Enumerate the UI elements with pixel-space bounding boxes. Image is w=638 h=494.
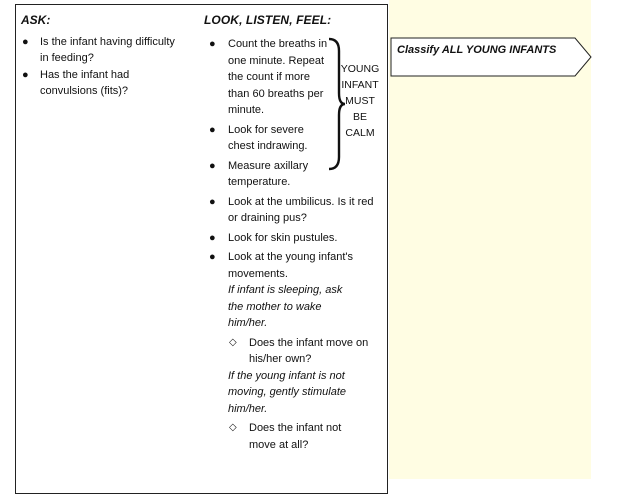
classify-arrow-shape [390, 37, 593, 77]
ask-item-text: Has the infant had convulsions (fits)? [40, 69, 130, 97]
hollow-diamond-icon: ◇ [229, 336, 237, 348]
bullet-icon: ● [209, 231, 216, 244]
ask-item-convulsions [20, 68, 185, 99]
sub-item-not-move [208, 420, 369, 453]
calm-note-line: YOUNG [340, 63, 380, 75]
look-item-text: Look at the umbilicus. Is it red or draining pus? [228, 195, 374, 224]
ask-item-text: Is the infant having difficulty in feeding? [40, 36, 175, 64]
look-listen-feel-heading: LOOK, LISTEN, FEEL: [204, 13, 332, 27]
look-item-text: Look at the young infant's movements. [228, 251, 354, 280]
look-item-skin-pustules [208, 230, 398, 247]
bullet-icon: ● [209, 251, 216, 263]
sub-item-text: Does the infant not move at all? [249, 422, 342, 451]
ask-item-feeding [20, 35, 185, 66]
look-item-chest-indrawing [208, 122, 328, 155]
classify-label: Classify ALL YOUNG INFANTS [397, 44, 557, 56]
look-item-umbilicus [208, 194, 378, 227]
bullet-icon: ● [22, 36, 29, 48]
look-item-text: Measure axillary temperature. [228, 159, 309, 188]
calm-note-line: MUST [345, 95, 375, 107]
bullet-icon: ● [209, 195, 216, 208]
look-item-text: Look for severe chest indrawing. [228, 123, 308, 152]
look-item-text: Count the breaths in one minute. Repeat the count if more than 60 breaths per minute. [228, 38, 328, 116]
sub-item-moves-own [208, 335, 379, 368]
ask-list [20, 35, 185, 101]
bullet-icon: ● [209, 159, 216, 172]
note-sleeping: If infant is sleeping, ask the mother to wake him/her. [228, 284, 343, 329]
calm-note-line: CALM [345, 127, 375, 139]
calm-note-line: INFANT [341, 79, 379, 91]
look-item-movements [208, 249, 383, 282]
bullet-icon: ● [209, 123, 216, 136]
bullet-icon: ● [209, 38, 216, 50]
ask-heading: ASK: [21, 13, 51, 27]
look-item-count-breaths [208, 36, 328, 119]
hollow-diamond-icon: ◇ [229, 422, 237, 433]
sub-item-text: Does the infant move on his/her own? [249, 336, 369, 365]
calm-note [335, 61, 385, 141]
note-not-moving: If the young infant is not moving, gently stimulate him/her. [228, 369, 346, 415]
calm-note-line: BE [352, 111, 367, 123]
look-item-text: Look for skin pustules. [228, 231, 338, 244]
bullet-icon: ● [22, 69, 29, 81]
